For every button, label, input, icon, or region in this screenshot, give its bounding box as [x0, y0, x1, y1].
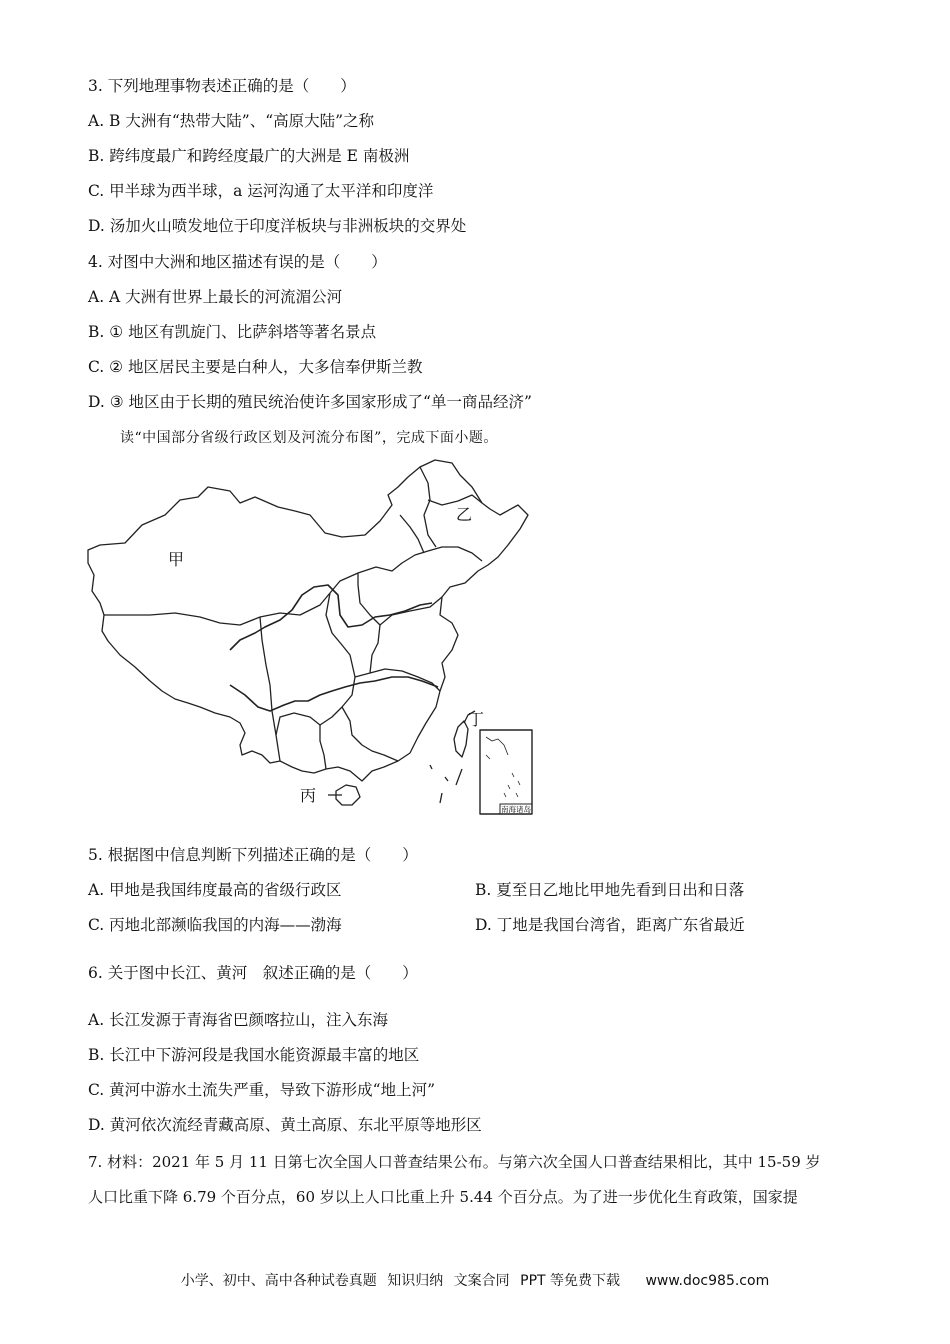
map-intro: 读“中国部分省级行政区划及河流分布图”，完成下面小题。	[120, 430, 498, 446]
label-ding: 丁	[468, 710, 485, 729]
q7-line1: 7. 材料：2021 年 5 月 11 日第七次全国人口普查结果公布。与第六次全国人口普查结果相比，其中 15-59 岁	[88, 1153, 821, 1171]
china-map	[80, 455, 550, 825]
q3-option-b: B. 跨纬度最广和跨经度最广的大洲是 E 南极洲	[88, 147, 410, 165]
south-china-sea-inset	[480, 730, 532, 814]
label-jia: 甲	[168, 550, 185, 569]
q6-option-b: B. 长江中下游河段是我国水能资源最丰富的地区	[88, 1046, 420, 1064]
q3-option-d: D. 汤加火山喷发地位于印度洋板块与非洲板块的交界处	[88, 217, 467, 235]
inset-caption: 南海诸岛	[501, 805, 531, 814]
footer-site-link[interactable]: www.doc985.com	[645, 1273, 770, 1289]
taiwan-island	[454, 721, 468, 757]
q4-option-a: A. A 大洲有世界上最长的河流湄公河	[88, 288, 343, 306]
q3-option-a: A. B 大洲有“热带大陆”、“高原大陆”之称	[88, 112, 375, 130]
footer-text-4: PPT 等免费下载	[520, 1273, 621, 1289]
q5-option-d: D. 丁地是我国台湾省，距离广东省最近	[475, 916, 745, 934]
yangtze-river	[230, 677, 438, 711]
q3-option-c: C. 甲半球为西半球，a 运河沟通了太平洋和印度洋	[88, 182, 434, 200]
q3-stem: 3. 下列地理事物表述正确的是（ ）	[88, 77, 356, 95]
q7-line2: 人口比重下降 6.79 个百分点，60 岁以上人口比重上升 5.44 个百分点。为了进一步优化生育政策，国家提	[88, 1188, 798, 1206]
label-bing: 丙	[300, 786, 317, 805]
page-footer	[0, 1270, 950, 1290]
q5-option-c: C. 丙地北部濒临我国的内海——渤海	[88, 916, 342, 934]
q4-option-b: B. ① 地区有凯旋门、比萨斜塔等著名景点	[88, 323, 377, 341]
q5-stem: 5. 根据图中信息判断下列描述正确的是（ ）	[88, 846, 418, 864]
q6-option-c: C. 黄河中游水土流失严重，导致下游形成“地上河”	[88, 1081, 436, 1099]
footer-text-2: 知识归纳	[387, 1273, 444, 1289]
footer-text-1: 小学、初中、高中各种试卷真题	[180, 1273, 377, 1289]
q5-option-b: B. 夏至日乙地比甲地先看到日出和日落	[475, 881, 745, 899]
label-yi: 乙	[456, 505, 473, 524]
q6-option-a: A. 长江发源于青海省巴颜喀拉山，注入东海	[88, 1011, 389, 1029]
q5-option-a: A. 甲地是我国纬度最高的省级行政区	[88, 881, 342, 899]
q4-option-c: C. ② 地区居民主要是白种人，大多信奉伊斯兰教	[88, 358, 423, 376]
q6-stem: 6. 关于图中长江、黄河 叙述正确的是（ ）	[88, 964, 418, 982]
q4-option-d: D. ③ 地区由于长期的殖民统治使许多国家形成了“单一商品经济”	[88, 393, 532, 411]
footer-text-3: 文案合同	[453, 1273, 510, 1289]
q6-option-d: D. 黄河依次流经青藏高原、黄土高原、东北平原等地形区	[88, 1116, 482, 1134]
q4-stem: 4. 对图中大洲和地区描述有误的是（ ）	[88, 253, 387, 271]
